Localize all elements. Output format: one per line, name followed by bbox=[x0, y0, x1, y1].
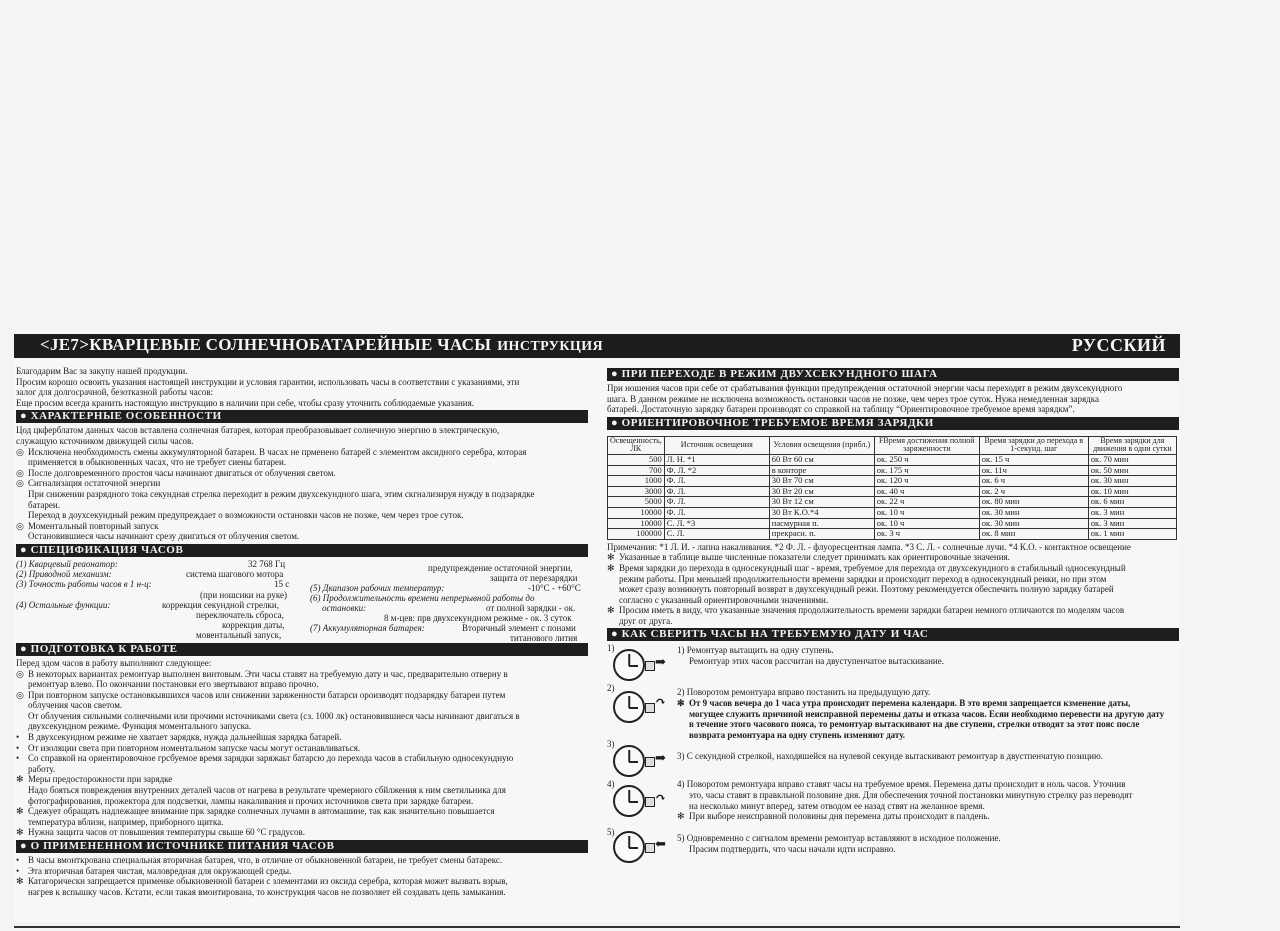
table-cell: ок. 8 мин bbox=[979, 529, 1088, 540]
bullet-icon: • bbox=[16, 742, 20, 753]
table-cell: С. Л. *3 bbox=[664, 518, 769, 529]
watch-dial-icon bbox=[613, 691, 645, 723]
table-header: FВремя достижения полной заряженности bbox=[874, 436, 979, 454]
table-cell: ок. 80 мин bbox=[979, 497, 1088, 508]
list-item-cont: может сразу возникнуть повторный возврат в двухсекундный режи. Поэтому рекомендуется обеспечить полную зарядку батарей bbox=[619, 584, 1114, 595]
table-header: Время зарядки до перехода в 1-секунд. шаг bbox=[979, 436, 1088, 454]
spec-label: (6) Продолжительность времени непрерывной работы до bbox=[310, 592, 535, 603]
circle-mark-icon: ◎ bbox=[16, 520, 24, 531]
intro-line: Просим корошо освоить указания настоящей инструкции и условия гарантии, использовать часы в соответствии с указаниями, эти bbox=[16, 376, 520, 387]
spec-value: -10°C - +60°C bbox=[528, 582, 581, 593]
list-item: • Эта вторичная батарея чистая, маловредная для окружающей среды. bbox=[16, 865, 292, 876]
section-prep-title: ● ПОДГОТОВКА К РАБОТЕ bbox=[16, 643, 588, 656]
spec-label: (1) Кварцевый реаонатор: bbox=[16, 558, 118, 569]
table-cell: Ф. Л. bbox=[664, 486, 769, 497]
table-cell: ок. 3 мин bbox=[1088, 518, 1176, 529]
left-column bbox=[16, 366, 588, 897]
spec-value: 32 768 Гц bbox=[248, 558, 286, 569]
table-cell: С. Л. bbox=[664, 529, 769, 540]
list-item-cont: Надо бояться повреждения внутренних деталей часов от нагрева в результате чремерного сбйлжения к ним светильника для bbox=[28, 785, 506, 796]
list-item-cont: фотографирования, прожектора для подсветки, лампы накаливания и прочих источников света при зарядке батареи. bbox=[28, 795, 474, 806]
table-row bbox=[608, 454, 1177, 465]
step-number: 1) bbox=[607, 643, 615, 654]
table-cell: Ф. Л. *2 bbox=[664, 465, 769, 476]
circle-mark-icon: ◎ bbox=[16, 446, 24, 457]
spec-label: (4) Остальные функции: bbox=[16, 599, 111, 610]
table-cell: ок. 120 ч bbox=[874, 476, 979, 487]
arrow-left-icon: ⬅ bbox=[655, 836, 666, 852]
asterisk-icon: ✻ bbox=[16, 774, 24, 785]
rotate-arrow-icon: ↷ bbox=[655, 694, 666, 710]
arrow-right-icon: ➡ bbox=[655, 750, 666, 766]
bullet-icon: • bbox=[16, 753, 20, 764]
table-cell: Ф. Л. bbox=[664, 476, 769, 487]
table-cell: ок. 11ч bbox=[979, 465, 1088, 476]
table-cell: 500 bbox=[608, 454, 665, 465]
crown-icon bbox=[645, 703, 655, 713]
spec-label: (3) Точность работы часов в 1 н-ц: bbox=[16, 578, 152, 589]
crown-icon bbox=[645, 757, 655, 767]
spec-value: система шагового мотора bbox=[186, 568, 284, 579]
table-row bbox=[608, 497, 1177, 508]
crown-icon bbox=[645, 661, 655, 671]
table-cell: в конторе bbox=[769, 465, 874, 476]
section-power-title: ● О ПРИМЕНЕННОМ ИСТОЧНИКЕ ПИТАНИЯ ЧАСОВ bbox=[16, 840, 588, 853]
bullet-icon: • bbox=[16, 855, 20, 865]
table-cell: 30 Вт 20 см bbox=[769, 486, 874, 497]
asterisk-icon: ✻ bbox=[607, 552, 615, 563]
table-cell: ок. 2 ч bbox=[979, 486, 1088, 497]
specs-block bbox=[16, 559, 588, 641]
table-cell: ок. 40 ч bbox=[874, 486, 979, 497]
table-row bbox=[608, 518, 1177, 529]
spec-value: 15 с bbox=[274, 578, 290, 589]
table-row bbox=[608, 465, 1177, 476]
spec-value: 8 м-цев: прв двухсекундном режиме - ок. 3 суток bbox=[384, 612, 572, 623]
list-item-cont: работу. bbox=[28, 763, 56, 774]
table-cell: 10000 bbox=[608, 518, 665, 529]
list-item-cont: друг от друга. bbox=[619, 615, 673, 626]
setting-steps bbox=[607, 643, 1179, 871]
table-cell: ок. 3 ч bbox=[874, 529, 979, 540]
section-features-title: ● ХАРАКТЕРНЫЕ ОСОБЕННОСТИ bbox=[16, 410, 588, 423]
circle-mark-icon: ◎ bbox=[16, 668, 24, 679]
list-item-cont: батареи. bbox=[28, 499, 60, 510]
language-label: РУССКИЙ bbox=[1071, 335, 1166, 355]
paragraph: батарей. Достаточную зарядку батареи производят со справкой на таблицу “Ориентировочное требуемое время зарядкм”. bbox=[607, 404, 1075, 415]
table-row bbox=[608, 529, 1177, 540]
step-number: 4) bbox=[607, 779, 615, 790]
crown-icon bbox=[645, 843, 655, 853]
list-item-cont: ремонтуар влево. По окончании постановки его звертывают вправо прочно. bbox=[28, 679, 319, 690]
list-item-cont: применяется в обыкновенных часах, что не требует сиены батареи. bbox=[28, 457, 287, 468]
step-number: 5) bbox=[607, 827, 615, 838]
section-charge-title: ● ОРИЕНТИРОВОЧНОЕ ТРЕБУЕМОЕ ВРЕМЯ ЗАРЯДКИ bbox=[607, 417, 1179, 430]
paragraph: шага. В данном режиме не исключена возможность остановки часов не позже, чем через трое суток. Нужа немедленная зарядка bbox=[607, 393, 1099, 404]
table-cell: ок. 10 ч bbox=[874, 507, 979, 518]
paragraph: При ношения часов при себе от срабатывания функции предупреждения остаточной энергии часы переходят в режим двухсекундного bbox=[607, 383, 1123, 393]
table-cell: ок. 6 мин bbox=[1088, 497, 1176, 508]
section-setting-title: ● КАК СВЕРИТЬ ЧАСЫ НА ТРЕБУЕМУЮ ДАТУ И ЧАС bbox=[607, 628, 1179, 641]
table-cell: Л. Н. *1 bbox=[664, 454, 769, 465]
bullet-icon: • bbox=[16, 732, 20, 743]
table-cell: 1000 bbox=[608, 476, 665, 487]
table-cell: Ф. Л. bbox=[664, 497, 769, 508]
table-cell: ок. 30 мин bbox=[1088, 476, 1176, 487]
table-cell: 30 Вт 12 см bbox=[769, 497, 874, 508]
list-item-cont: двухсекундном режиме. Функция моментального запуска. bbox=[28, 721, 252, 732]
paragraph: Перед здом часов в работу выполняют следующее: bbox=[16, 657, 212, 668]
spec-value: титанового лития bbox=[510, 632, 578, 643]
step-text: 2) Поворотом ремонтуара вправо постанить на предыдущую дату. ✻ От 9 часов вечера до 1 часа утра происходит перемена календаря. В это время запрещается кзменение даты, могущее служить причиной неисправной перемены даты и отказа часов. Есяи необходимо перевести на другую дату в течение этого часового пояса, то ремонтуар вытаскивают на две ступени, стрелки отводят за этот пояс после возврата ремонтуара на одну ступень изменяют дату. bbox=[677, 687, 1165, 740]
list-item: ◎ В некоторых вариантах ремонтуар выполнен винтовым. Эти часы ставят на требуемую дату и час, предварительно отверну в bbox=[16, 668, 508, 679]
watch-dial-icon bbox=[613, 745, 645, 777]
step-number: 3) bbox=[607, 739, 615, 750]
table-cell: ок. 10 ч bbox=[874, 518, 979, 529]
list-item-cont: нагрев к вспышку часов. Кстати, если такая вмонтирована, то конструкция часов не позволяет ей создавать цепь замыкания. bbox=[28, 886, 506, 897]
arrow-right-icon: ➡ bbox=[655, 654, 666, 670]
intro-line: Еще просим всегда кранить настоящую инструкцию в наличии при себе, чтобы сразу уточнить соблюдаемые указания. bbox=[16, 397, 475, 408]
watch-dial-icon bbox=[613, 649, 645, 681]
table-cell: ок. 10 мин bbox=[1088, 486, 1176, 497]
table-row bbox=[608, 476, 1177, 487]
table-cell: ок. 1 мин bbox=[1088, 529, 1176, 540]
list-item: • В двухсекундном режиме не хватает зарядкв, нужда дальнейшая зарядка батарей. bbox=[16, 732, 342, 743]
asterisk-icon: ✻ bbox=[16, 827, 24, 838]
watch-dial-icon bbox=[613, 831, 645, 863]
list-item: ◎ Сигнализация остаточной энергии bbox=[16, 478, 161, 489]
spec-value: от полной зарядки - ок. bbox=[486, 602, 576, 613]
table-cell: 700 bbox=[608, 465, 665, 476]
list-item: ✻ Меры предосторожности при зарядке bbox=[16, 774, 173, 785]
asterisk-icon: ✻ bbox=[607, 562, 615, 573]
circle-mark-icon: ◎ bbox=[16, 689, 24, 700]
list-item: ◎ Моментальный повторный запуск bbox=[16, 520, 159, 531]
paragraph: служащую ксточником движущей силы часов. bbox=[16, 435, 194, 446]
table-cell: прекрасн. п. bbox=[769, 529, 874, 540]
spec-value: коррекция даты, bbox=[222, 619, 285, 630]
bottom-rule bbox=[14, 926, 1180, 928]
charge-time-table bbox=[607, 436, 1177, 540]
step-number: 2) bbox=[607, 683, 615, 694]
table-cell: 5000 bbox=[608, 497, 665, 508]
list-item-cont: режим работы. При меньшей продолжительности времени зарядки и происходит переход в односекундный реики, но при этом bbox=[619, 573, 1107, 584]
list-item: ✻ Сдежует обращать надлежащее внимание прк зарядке солнечных лучами в автомашине, так как значительно повышается bbox=[16, 806, 495, 817]
list-item-cont: Переход в доухсекундный режим предупреждает о возможности остановки часов не позже, чем через трое суток. bbox=[28, 510, 464, 521]
list-item: ◎ Исключена необходимость смены аккумуляторной батареи. В часах не прменено батарей с элементом аксидного серебра, которая bbox=[16, 446, 527, 457]
spec-value: Вторичный элемент с понами bbox=[462, 622, 576, 633]
table-cell: 10000 bbox=[608, 507, 665, 518]
list-item-cont: согласно с указанный ориентировочными значениями. bbox=[619, 594, 829, 605]
spec-label: (2) Приводной механизм: bbox=[16, 568, 112, 579]
table-cell: ок. 250 ч bbox=[874, 454, 979, 465]
spec-label: (5) Дкапазон рабочих температур: bbox=[310, 582, 445, 593]
rotate-arrow-icon: ↷ bbox=[655, 790, 666, 806]
list-item-cont: При снижении разрядного тока секундная стрелка переходит в режим двухсекундного шага, этим скгнализируя нужду в подзарядке bbox=[28, 488, 535, 499]
step-text: 1) Ремонтуар вытащить на одну ступень. Ремонтуар этих часов рассчитан на двуступенчатое вытаскивание. bbox=[677, 645, 944, 667]
asterisk-icon: ✻ bbox=[607, 605, 615, 616]
document-subtitle: ИНСТРУКЦИЯ bbox=[497, 339, 603, 354]
title-bar bbox=[14, 334, 1180, 358]
watch-dial-icon bbox=[613, 785, 645, 817]
list-item-cont: температура вблизи, например, приборного щитка. bbox=[28, 816, 224, 827]
table-cell: ок. 70 мин bbox=[1088, 454, 1176, 465]
table-cell: ок. 30 мин bbox=[979, 518, 1088, 529]
spec-value: защита от перезарядки bbox=[490, 572, 578, 583]
table-row bbox=[608, 486, 1177, 497]
list-item: • В часы вмонткрована специальная вторичная батарея, что, в отличие от обыкновенной батареи, не требует смены батарекс. bbox=[16, 855, 503, 865]
spec-value: коррекция секундной стрелки, bbox=[162, 599, 279, 610]
step-text: 4) Поворотом ремонтуара вправо ставят часы на требуемое время. Перемена даты происходит в ноль часов. Уточнив это, часы ставят в правкльной половине дня. Для обеспечения точной постановки минутную стрелку раз переводят на несколько минут вперед, затем отводом ее назад ствят на желанное время. ✻ При выборе неисправной половины дня перемена даты происходит в палдень. bbox=[677, 779, 1133, 822]
table-header: Источник освещения bbox=[664, 436, 769, 454]
list-item: • От изоляции света при повторном номентальном запуске часы могут останавливаться. bbox=[16, 742, 361, 753]
spec-value: предупреждение остаточной энергии, bbox=[428, 562, 573, 573]
asterisk-icon: ✻ bbox=[16, 876, 24, 887]
list-item-cont: От облучения сильными солнечными или прочими источниками света (сз. 1000 лк) остановившиеся часы начинают двигаться в bbox=[28, 710, 520, 721]
circle-mark-icon: ◎ bbox=[16, 467, 24, 478]
spec-value: (при ношсики на руке) bbox=[200, 589, 287, 600]
spec-label: (7) Аккумуляторная батарея: bbox=[310, 622, 425, 633]
table-row bbox=[608, 507, 1177, 518]
table-cell: 60 Вт 60 см bbox=[769, 454, 874, 465]
list-item: ✻ Время зарядки до перехода в односекундный шаг - время, требуемое для перехода от двухсекундного в стабильный односекундный bbox=[607, 562, 1126, 573]
table-cell: Ф. Л. bbox=[664, 507, 769, 518]
table-cell: ок. 175 ч bbox=[874, 465, 979, 476]
table-cell: ок. 30 мин bbox=[979, 507, 1088, 518]
table-cell: 30 Вт 70 см bbox=[769, 476, 874, 487]
spec-value: мовентальный запуск, bbox=[196, 629, 282, 640]
intro-line: Благодарим Вас за закупу нашей продукции. bbox=[16, 366, 188, 376]
document-title: <JE7>КВАРЦЕВЫЕ СОЛНЕЧНОБАТАРЕЙНЫЕ ЧАСЫ ИНСТРУКЦИЯ bbox=[40, 335, 603, 354]
table-cell: ок. 6 ч bbox=[979, 476, 1088, 487]
spec-value: переключатель сброса, bbox=[196, 609, 284, 620]
table-cell: 100000 bbox=[608, 529, 665, 540]
table-cell: ок. 50 мин bbox=[1088, 465, 1176, 476]
list-item: • Со справкой на ориентировочное грсбуемое время зарядки заряжаьт батарсю до перехода часов в стабильную односекундную bbox=[16, 753, 514, 764]
table-header: Условия освещения (прибл.) bbox=[769, 436, 874, 454]
spec-label: остановки: bbox=[322, 602, 367, 613]
intro-line: залог для долгосрачной, безотказной работы часов: bbox=[16, 387, 213, 398]
table-cell: 3000 bbox=[608, 486, 665, 497]
table-cell: ок. 3 мин bbox=[1088, 507, 1176, 518]
table-note: Примечания: *1 Л. И. - лапна накаливания. *2 Ф. Л. - флуоресцентная лампа. *3 С. Л. - солнечные лучи. *4 К.О. - контактное освещение bbox=[607, 541, 1131, 552]
list-item-cont: Остановившиеся часы начинают срезу двигаться от облучения светом. bbox=[28, 531, 300, 542]
list-item: ◎ После долговременного простоя часы начинают двигаться от облучения светом. bbox=[16, 467, 336, 478]
bullet-icon: • bbox=[16, 865, 20, 876]
table-cell: 30 Вт К.О.*4 bbox=[769, 507, 874, 518]
table-header: Время зарядки для движения в одни сутки bbox=[1088, 436, 1176, 454]
step-text: 3) С секундной стрелкой, находяшейся на нулевой секунде вытаскивают ремонтуар в двуcтпенчатую позицию. bbox=[677, 751, 1103, 762]
list-item: ✻ Нужна защита часов от повышения температуры свыше 60 °С градусов. bbox=[16, 827, 306, 838]
right-column bbox=[607, 366, 1179, 871]
list-item: ◎ При повторном запуске остановкывшихся часов или снижении заряженности батарси ороизводят подзарядку батареи путем bbox=[16, 689, 506, 700]
crown-icon bbox=[645, 797, 655, 807]
section-specs-title: ● СПЕЦИФИКАЦИЯ ЧАСОВ bbox=[16, 544, 588, 557]
list-item: ✻ Указанные в таблице выше численные показатели следует принимать как ориентировочные значения. bbox=[607, 552, 1010, 563]
table-header: Освещенность, ЛК bbox=[608, 436, 665, 454]
table-cell: ок. 22 ч bbox=[874, 497, 979, 508]
step-text: 5) Одновременно с сигналом времени ремонтуар вставляяют в исходное положение. Прасим подтвердить, что часы начали идти исправно. bbox=[677, 833, 1001, 855]
table-cell: ок. 15 ч bbox=[979, 454, 1088, 465]
section-twosec-title: ● ПРИ ПЕРЕХОДЕ В РЕЖИМ ДВУХСЕКУНДНОГО ШАГА bbox=[607, 368, 1179, 381]
asterisk-icon: ✻ bbox=[16, 806, 24, 817]
list-item: ✻ Просим иметь в виду, что указанные значения продолжительность времени зарядки батареи немного отличаются по моделям часов bbox=[607, 605, 1125, 616]
list-item: ✻ Катагорическн запрещается применке обыкновенной батареи с злементами из оксида серебра, которая может вызвать взрыв, bbox=[16, 876, 508, 887]
circle-mark-icon: ◎ bbox=[16, 478, 24, 489]
list-item-cont: облучения часов светом. bbox=[28, 700, 123, 711]
table-cell: пасмурная п. bbox=[769, 518, 874, 529]
table-header-row bbox=[608, 436, 1177, 454]
paragraph: Цод цкферблатом данных часов вставлена солнечная батарея, которая преобразовывает солнечную энергию в электрическую, bbox=[16, 425, 500, 436]
